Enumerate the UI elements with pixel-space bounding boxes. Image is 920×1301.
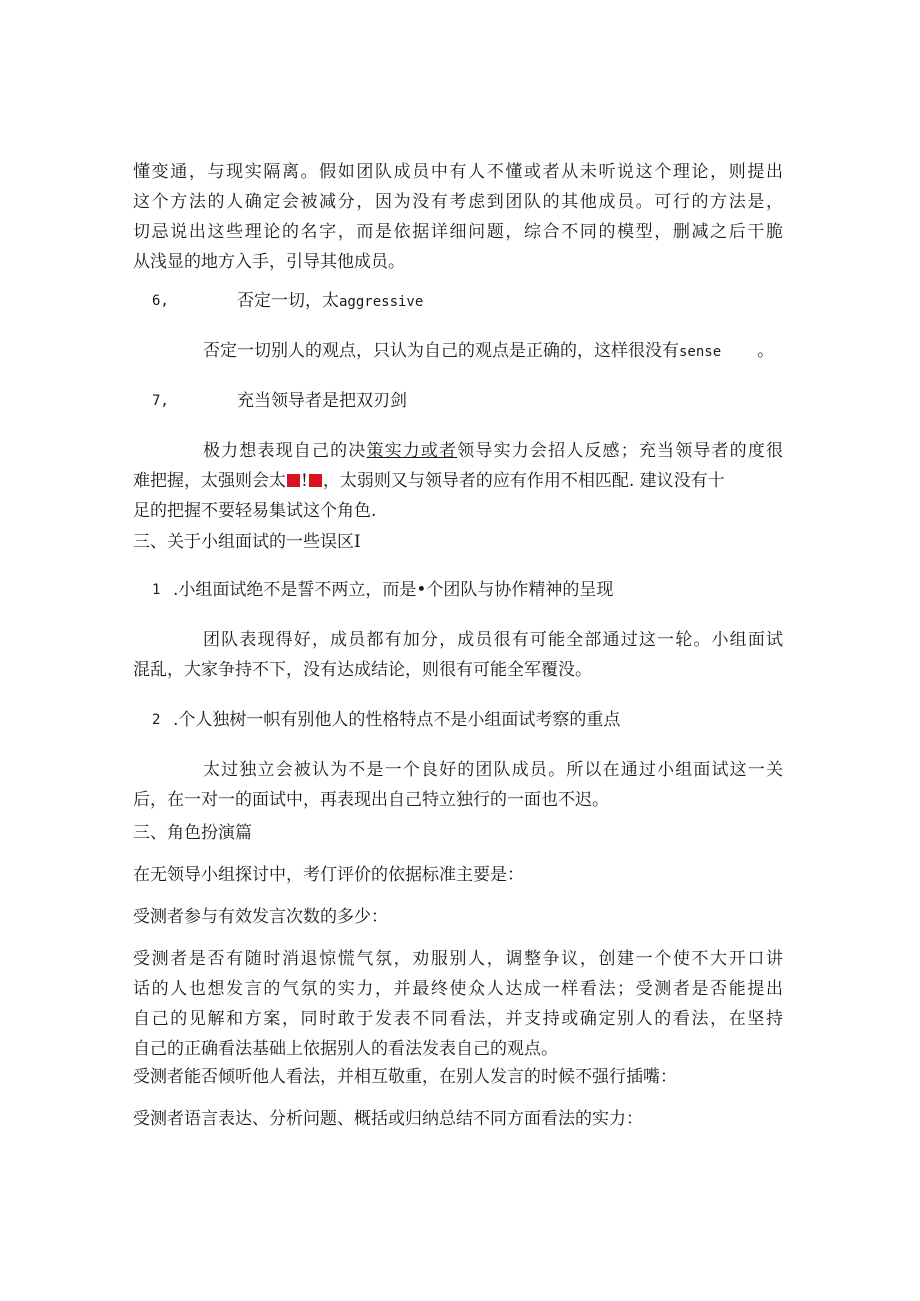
intro-paragraph — [133, 157, 783, 277]
text-line: 切忌说出这些理论的名字，而是依据详细问题，综合不同的模型，删减之后干脆 — [133, 222, 783, 242]
criteria-intro: 在无领导小组探讨中，考仃评价的依据标准主要是： — [133, 865, 524, 885]
item-title-en: aggressive — [339, 294, 424, 310]
section-heading: 三、角色扮演篇 — [133, 823, 252, 843]
text-fragment: ! — [301, 471, 308, 491]
text-line: 太过独立会被认为不是一个良好的团队成员。所以在通过小组面试这一关 — [203, 760, 783, 780]
item-title: 充当领导者是把双刃剑 — [237, 391, 407, 411]
text-line: 从浅显的地方入手，引导其他成员。 — [133, 252, 405, 272]
point-title: .小组面试绝不是誓不两立，而是•个团队与协作精神的呈现 — [173, 580, 614, 600]
criterion-item: 受测者语言表达、分析问题、概括或归纳总结不同方面看法的实力： — [133, 1109, 643, 1129]
point-number: 2 — [152, 712, 161, 728]
underlined-text: 策实力或者 — [366, 441, 458, 461]
text-fragment: 极力想表现自己的决 — [203, 441, 367, 461]
text-line: 自己的正确看法基础上依据别人的看法发表自己的观点。 — [133, 1039, 558, 1059]
item-body-en: sense — [679, 344, 722, 360]
point-body — [133, 755, 783, 815]
criterion-item: 受测者参与有效发言次数的多少： — [133, 907, 388, 927]
text-line: 后，在一对一的面试中，再表现出自己特立独行的一面也不迟。 — [133, 790, 609, 810]
text-line: 足的把握不要轻易集试这个角色. — [133, 501, 377, 521]
item-number: 7, — [152, 393, 169, 409]
section-heading: 三、关于小组面试的一些误区I — [133, 532, 361, 552]
item-body — [133, 436, 783, 526]
text-fragment: 领导实力会招人反感；充当领导者的度很 — [457, 441, 784, 461]
red-square-mark — [287, 474, 300, 487]
point-title: .个人独树一帜有别他人的性格特点不是小组面试考察的重点 — [173, 710, 621, 730]
item-body — [203, 336, 774, 367]
criterion-item: 受测者能否倾听他人看法，并相互敬重，在别人发言的时候不强行插嘴： — [133, 1067, 677, 1087]
text-fragment: 难把握，太强则会太 — [133, 471, 286, 491]
text-line: 话的人也想发言的气氛的实力，并最终使众人达成一样看法；受测者是否能提出 — [133, 979, 783, 999]
text-line: 团队表现得好，成员都有加分，成员很有可能全部通过这一轮。小组面试 — [203, 630, 783, 650]
text-line: 自己的见解和方案，同时敢于发表不同看法，并支持或确定别人的看法，在坚持 — [133, 1009, 783, 1029]
item-number: 6, — [152, 293, 169, 309]
text-line: 受测者是否有随时消退惊慌气氛，劝服别人，调整争议，创建一个使不大开口讲 — [133, 949, 783, 969]
text-line: 懂变通，与现实隔离。假如团队成员中有人不懂或者从未听说这个理论，则提出 — [133, 162, 783, 182]
text-fragment: ，太弱则又与领导者的应有作用不相匹配. 建议没有十 — [322, 471, 725, 491]
red-square-mark — [309, 474, 322, 487]
item-title — [237, 286, 423, 317]
item-title-cn: 否定一切，太 — [237, 291, 339, 311]
text-line: 混乱，大家争持不下，没有达成结论，则很有可能全军覆没。 — [133, 660, 592, 680]
criterion-item — [133, 944, 783, 1064]
item-body-end: 。 — [757, 341, 775, 361]
point-body — [133, 625, 783, 685]
text-line — [133, 466, 783, 496]
item-body-cn: 否定一切别人的观点，只认为自己的观点是正确的，这样很没有 — [203, 341, 679, 361]
text-line — [133, 436, 783, 466]
text-line: 这个方法的人确定会被减分，因为没有考虑到团队的其他成员。可行的方法是， — [133, 192, 783, 212]
point-number: 1 — [152, 582, 161, 598]
